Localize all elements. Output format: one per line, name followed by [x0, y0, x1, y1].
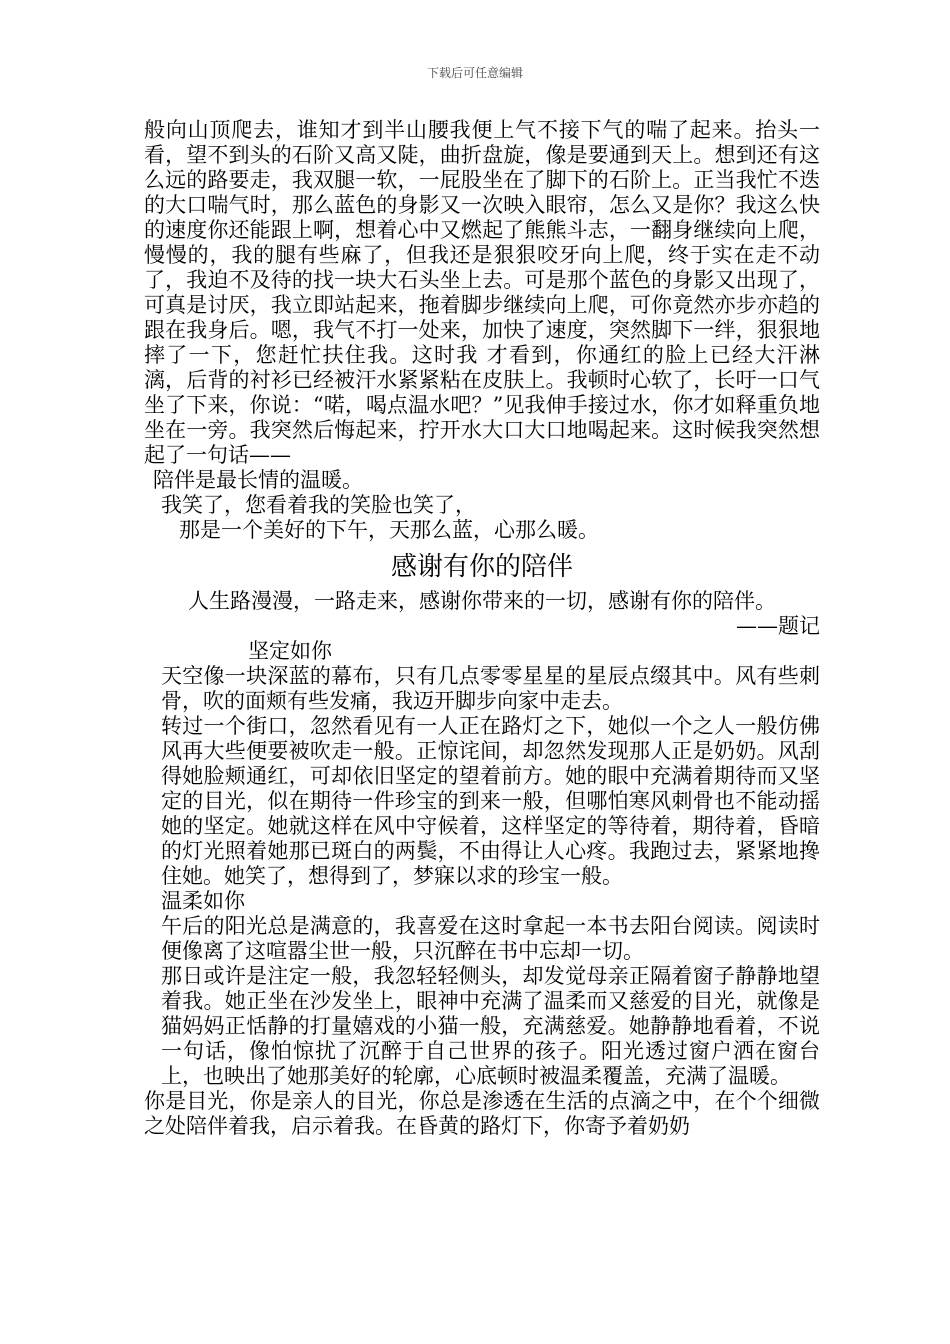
story-paragraph: 般向山顶爬去，谁知才到半山腰我便上气不接下气的喘了起来。抬头一看，望不到头的石阶又高又陡，曲折盘旋，像是要通到天上。想到还有这么远的路要走，我双腿一软，一屁股坐在了脚下的石阶上。正当我忙不迭的大口喘气时，那么蓝色的身影又一次映入眼帘，怎么又是你？我这么快的速度你还能跟上啊，想着心中又燃起了熊熊斗志，一翻身继续向上爬，慢慢的，我的腿有些麻了，但我还是狠狠咬牙向上爬，终于实在走不动了，我迫不及待的找一块大石头坐上去。可是那个蓝色的身影又出现了，可真是讨厌，我立即站起来，拖着脚步继续向上爬，可你竟然亦步亦趋的跟在我身后。嗯，我气不打一处来，加快了速度，突然脚下一绊，狠狠地摔了一下，您赶忙扶住我。这时我 才看到，你通红的脸上已经大汗淋漓，后背的衬衫已经被汗水紧紧粘在皮肤上。我顿时心软了，长吁一口气坐了下来，你说：“喏，喝点温水吧？”见我伸手接过水，你才如释重负地坐在一旁。我突然后悔起来，拧开水大口大口地喝起来。这时候我突然想起了一句话—— — [144, 118, 820, 467]
story-line: 我笑了，您看着我的笑脸也笑了， — [161, 493, 476, 517]
essay-paragraph: 你是目光，你是亲人的目光，你总是渗透在生活的点滴之中，在个个细微之处陪伴着我，启示着我。在昏黄的路灯下，你寄予着奶奶 — [144, 1089, 820, 1138]
essay-paragraph: 天空像一块深蓝的幕布，只有几点零零星星的星辰点缀其中。风有些刺骨，吹的面颊有些发痛，我迈开脚步向家中走去。 — [161, 664, 820, 713]
essay-paragraph: 那日或许是注定一般，我忽轻轻侧头，却发觉母亲正隔着窗子静静地望着我。她正坐在沙发坐上，眼神中充满了温柔而又慈爱的目光，就像是猫妈妈正恬静的打量嬉戏的小猫一般，充满慈爱。她静静地看着，不说一句话，像怕惊扰了沉醉于自己世界的孩子。阳光透过窗户洒在窗台上，也映出了她那美好的轮廓，心底顿时被温柔覆盖，充满了温暖。 — [161, 964, 820, 1088]
epigraph: 人生路漫漫，一路走来，感谢你带来的一切，感谢有你的陪伴。 — [188, 589, 776, 613]
document-body — [144, 118, 820, 1139]
essay-paragraph: 转过一个街口，忽然看见有一人正在路灯之下，她似一个之人一般仿佛风再大些便要被吹走一般。正惊诧间，却忽然发现那人正是奶奶。风刮得她脸颊通红，可却依旧坚定的望着前方。她的眼中充满着期待而又坚定的目光，似在期待一件珍宝的到来一般，但哪怕寒风刺骨也不能动摇她的坚定。她就这样在风中守候着，这样坚定的等待着，期待着，昏暗的灯光照着她那已斑白的两鬓，不由得让人心疼。我跑过去，紧紧地搀住她。她笑了，想得到了，梦寐以求的珍宝一般。 — [161, 714, 820, 888]
epigraph-attribution: ——题记 — [736, 614, 820, 638]
section-heading: 坚定如你 — [248, 639, 332, 663]
essay-title: 感谢有你的陪伴 — [390, 552, 573, 582]
essay-paragraph: 午后的阳光总是满意的，我喜爱在这时拿起一本书去阳台阅读。阅读时便像离了这喧嚣尘世一般，只沉醉在书中忘却一切。 — [161, 914, 820, 963]
story-closing-line: 那是一个美好的下午，天那么蓝，心那么暖。 — [179, 518, 599, 542]
page-header: 下载后可任意编辑 — [426, 66, 523, 80]
story-quote-line: 陪伴是最长情的温暖。 — [153, 468, 363, 492]
section-heading: 温柔如你 — [161, 889, 245, 913]
